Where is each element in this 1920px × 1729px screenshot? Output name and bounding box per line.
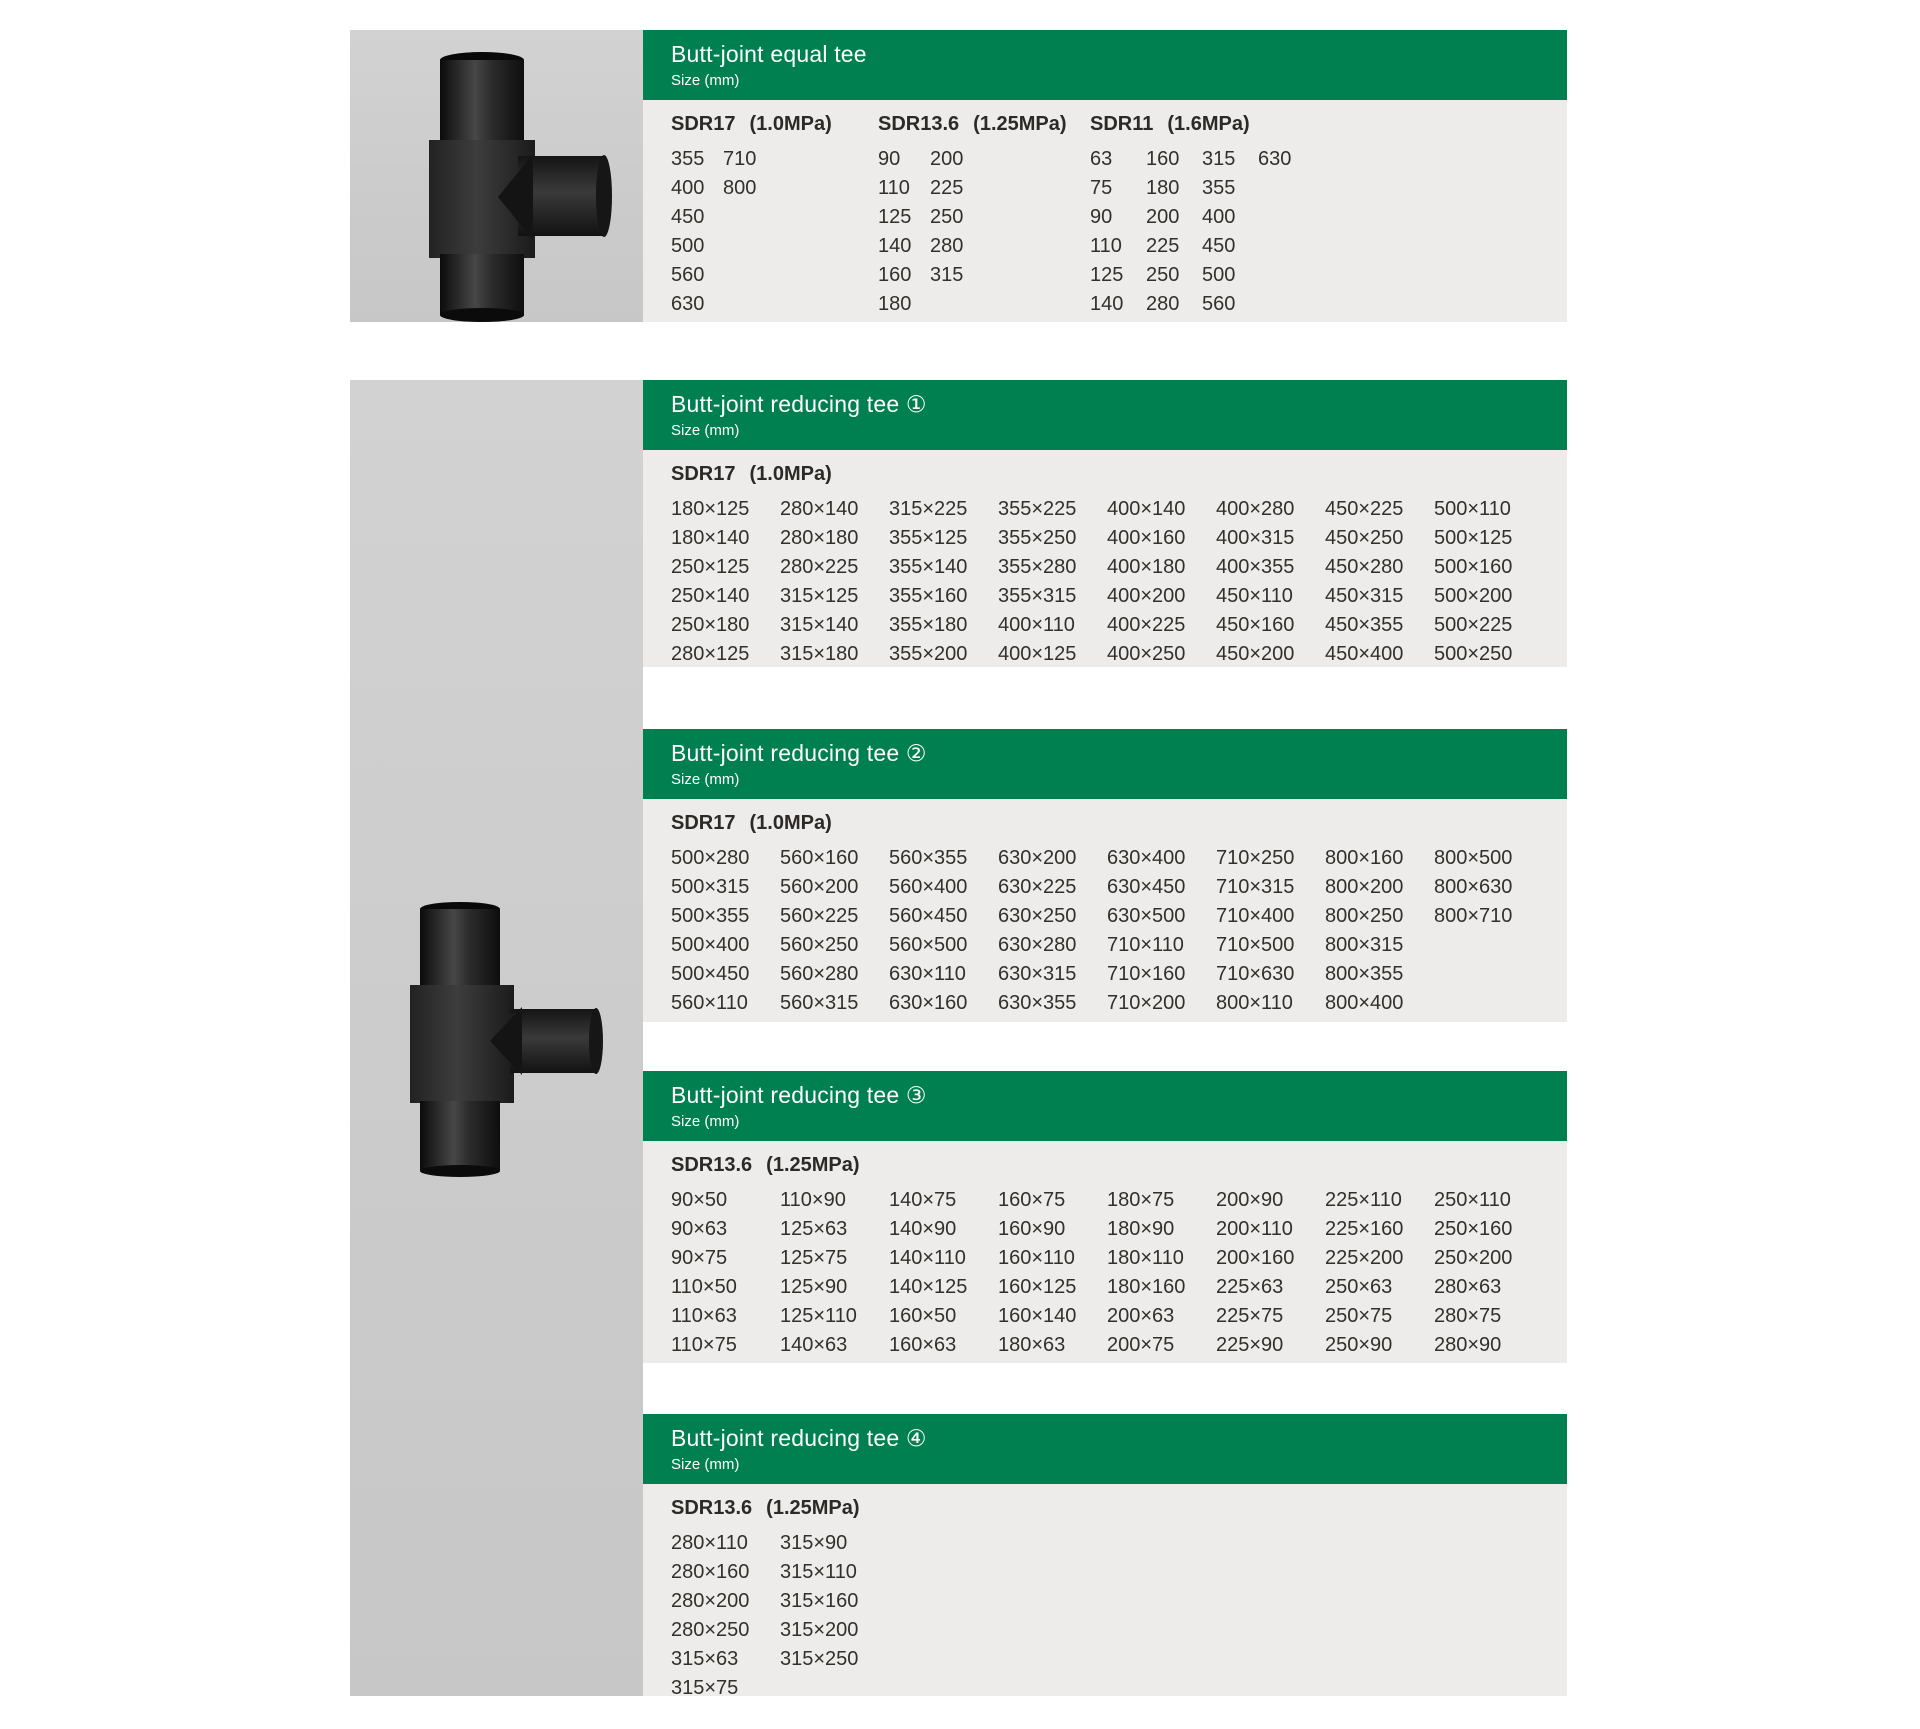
size-cell: 560 <box>671 264 705 286</box>
size-cell: 400×225 <box>1107 614 1186 636</box>
size-cell: 315×200 <box>780 1619 859 1641</box>
size-cell: 160×50 <box>889 1305 957 1327</box>
size-cell: 250 <box>1146 264 1180 286</box>
sdr-group-header <box>671 1154 1567 1176</box>
size-grid <box>671 148 878 315</box>
size-cell: 355×250 <box>998 527 1077 549</box>
sdr-label: SDR11 <box>1090 113 1154 135</box>
size-cell: 450×225 <box>1325 498 1404 520</box>
size-cell: 630×280 <box>998 934 1077 956</box>
size-cell: 250×110 <box>1434 1189 1511 1211</box>
size-cell: 280×63 <box>1434 1276 1502 1298</box>
size-cell: 250×140 <box>671 585 750 607</box>
size-cell: 250×90 <box>1325 1334 1393 1356</box>
size-cell: 630 <box>1258 148 1292 170</box>
size-cell: 630×200 <box>998 847 1077 869</box>
size-cell: 500×280 <box>671 847 750 869</box>
size-cell: 355×125 <box>889 527 968 549</box>
size-cell: 280×125 <box>671 643 750 665</box>
size-cell: 560×110 <box>671 992 748 1014</box>
size-cell: 500×250 <box>1434 643 1513 665</box>
size-cell: 110×90 <box>780 1189 846 1211</box>
sdr-label: SDR13.6 <box>878 113 960 135</box>
sdr-group-header <box>878 113 1090 135</box>
section-subtitle: Size (mm) <box>671 1456 740 1473</box>
size-cell: 450×355 <box>1325 614 1404 636</box>
size-cell <box>1434 934 1543 956</box>
size-cell: 355×280 <box>998 556 1077 578</box>
size-cell: 200×90 <box>1216 1189 1284 1211</box>
size-cell: 250×75 <box>1325 1305 1393 1327</box>
reducing-tee-4-section <box>643 1414 1567 1699</box>
equal-tee-table <box>643 100 1567 322</box>
size-cell: 400×160 <box>1107 527 1186 549</box>
size-cell: 355×180 <box>889 614 968 636</box>
size-cell: 160 <box>878 264 912 286</box>
size-cell: 800×400 <box>1325 992 1404 1014</box>
size-cell: 200 <box>1146 206 1180 228</box>
size-cell: 160×110 <box>998 1247 1075 1269</box>
size-cell: 560×160 <box>780 847 859 869</box>
size-cell: 160×140 <box>998 1305 1077 1327</box>
size-cell: 200×160 <box>1216 1247 1295 1269</box>
size-cell: 225 <box>930 177 964 199</box>
size-cell: 280×225 <box>780 556 859 578</box>
size-cell: 800 <box>723 177 757 199</box>
size-cell: 400×125 <box>998 643 1077 665</box>
size-cell: 500×125 <box>1434 527 1513 549</box>
size-cell: 630×450 <box>1107 876 1186 898</box>
section-title: Butt-joint reducing tee ① <box>671 391 927 417</box>
size-cell: 180×140 <box>671 527 750 549</box>
size-cell: 200×110 <box>1216 1218 1293 1240</box>
reducing-tee-3-header <box>643 1071 1567 1141</box>
size-cell: 500×110 <box>1434 498 1511 520</box>
size-cell <box>1258 264 1314 286</box>
size-cell: 280×200 <box>671 1590 750 1612</box>
size-cell: 180×90 <box>1107 1218 1175 1240</box>
size-cell: 140 <box>878 235 912 257</box>
size-cell: 225×200 <box>1325 1247 1404 1269</box>
size-cell: 800×355 <box>1325 963 1404 985</box>
size-cell: 110×75 <box>671 1334 737 1356</box>
size-cell: 560×280 <box>780 963 859 985</box>
size-cell: 800×710 <box>1434 905 1513 927</box>
size-cell: 250×160 <box>1434 1218 1513 1240</box>
size-cell: 250 <box>930 206 964 228</box>
size-cell: 110 <box>1090 235 1122 257</box>
size-cell: 500×355 <box>671 905 750 927</box>
size-cell: 400 <box>671 177 705 199</box>
size-cell: 125×63 <box>780 1218 848 1240</box>
size-cell: 90×63 <box>671 1218 728 1240</box>
size-cell: 450×110 <box>1216 585 1293 607</box>
size-cell: 180 <box>1146 177 1180 199</box>
size-cell: 280×75 <box>1434 1305 1502 1327</box>
size-cell: 800×160 <box>1325 847 1404 869</box>
size-cell: 355 <box>671 148 705 170</box>
sdr-group-header <box>671 463 1567 485</box>
sdr-group-header <box>671 812 1567 834</box>
sdr-groups <box>671 113 1567 315</box>
size-cell: 180×125 <box>671 498 750 520</box>
size-cell: 280×140 <box>780 498 859 520</box>
size-cell: 560×225 <box>780 905 859 927</box>
size-cell: 400×180 <box>1107 556 1186 578</box>
size-grid <box>671 847 1567 1014</box>
sdr-group-header <box>671 113 878 135</box>
section-subtitle: Size (mm) <box>671 72 740 89</box>
size-cell: 560×250 <box>780 934 859 956</box>
size-cell: 355×140 <box>889 556 968 578</box>
size-cell: 560×355 <box>889 847 968 869</box>
size-cell: 140×63 <box>780 1334 848 1356</box>
size-cell: 225×63 <box>1216 1276 1284 1298</box>
size-cell: 160×90 <box>998 1218 1066 1240</box>
size-cell <box>1434 963 1543 985</box>
size-cell: 125×90 <box>780 1276 848 1298</box>
size-cell: 110×50 <box>671 1276 737 1298</box>
size-cell <box>723 235 775 257</box>
size-cell: 500 <box>1202 264 1236 286</box>
size-cell: 225×75 <box>1216 1305 1284 1327</box>
size-cell: 315×160 <box>780 1590 859 1612</box>
size-cell: 315×90 <box>780 1532 848 1554</box>
section-title: Butt-joint equal tee <box>671 41 867 67</box>
size-cell: 355×200 <box>889 643 968 665</box>
size-cell: 225 <box>1146 235 1180 257</box>
size-cell: 140×125 <box>889 1276 968 1298</box>
size-cell: 560×400 <box>889 876 968 898</box>
size-cell: 450×250 <box>1325 527 1404 549</box>
size-grid <box>671 498 1567 665</box>
size-cell: 400×110 <box>998 614 1075 636</box>
size-cell: 560×500 <box>889 934 968 956</box>
size-cell: 280 <box>1146 293 1180 315</box>
size-cell: 630×110 <box>889 963 966 985</box>
size-cell: 280×250 <box>671 1619 750 1641</box>
size-cell: 315×110 <box>780 1561 857 1583</box>
size-cell: 90×50 <box>671 1189 728 1211</box>
size-cell: 710×400 <box>1216 905 1295 927</box>
size-cell: 225×160 <box>1325 1218 1404 1240</box>
size-cell: 630×400 <box>1107 847 1186 869</box>
size-cell <box>1258 235 1314 257</box>
size-cell: 125 <box>878 206 912 228</box>
size-grid <box>671 1189 1567 1356</box>
size-cell <box>1258 177 1314 199</box>
sdr-group-header <box>671 1497 1567 1519</box>
sdr-label: SDR13.6 <box>671 1497 753 1519</box>
size-cell: 400×355 <box>1216 556 1295 578</box>
pressure-label: (1.25MPa) <box>766 1154 860 1176</box>
size-cell: 800×250 <box>1325 905 1404 927</box>
pressure-label: (1.25MPa) <box>973 113 1067 135</box>
size-cell: 355 <box>1202 177 1236 199</box>
size-cell: 560 <box>1202 293 1236 315</box>
size-cell <box>1434 992 1543 1014</box>
size-cell: 355×160 <box>889 585 968 607</box>
size-cell: 250×125 <box>671 556 750 578</box>
size-cell: 560×315 <box>780 992 859 1014</box>
size-cell: 110 <box>878 177 910 199</box>
size-cell: 63 <box>1090 148 1113 170</box>
sdr-label: SDR17 <box>671 463 736 485</box>
size-cell: 125×110 <box>780 1305 857 1327</box>
size-cell: 450×315 <box>1325 585 1404 607</box>
size-cell: 500×200 <box>1434 585 1513 607</box>
reducing-tee-1-table <box>643 450 1567 667</box>
size-cell: 180×160 <box>1107 1276 1186 1298</box>
size-cell: 140×110 <box>889 1247 966 1269</box>
size-cell: 450 <box>1202 235 1236 257</box>
size-cell <box>930 293 982 315</box>
size-cell: 630×315 <box>998 963 1077 985</box>
section-subtitle: Size (mm) <box>671 422 740 439</box>
size-cell: 125×75 <box>780 1247 848 1269</box>
size-cell: 280×110 <box>671 1532 748 1554</box>
size-cell: 140×90 <box>889 1218 957 1240</box>
size-cell: 800×315 <box>1325 934 1404 956</box>
size-cell: 630×250 <box>998 905 1077 927</box>
reducing-tee-1-header <box>643 380 1567 450</box>
size-cell: 710×200 <box>1107 992 1186 1014</box>
size-cell: 315×75 <box>671 1677 739 1699</box>
reducing-tee-photo <box>350 380 643 1696</box>
equal-tee-photo <box>350 30 643 322</box>
size-cell: 160×75 <box>998 1189 1066 1211</box>
size-cell <box>723 293 775 315</box>
size-cell: 90×75 <box>671 1247 728 1269</box>
size-cell: 160×63 <box>889 1334 957 1356</box>
size-cell: 315 <box>1202 148 1236 170</box>
reducing-tee-2-table <box>643 799 1567 1022</box>
section-title: Butt-joint reducing tee ③ <box>671 1082 927 1108</box>
size-cell: 280×90 <box>1434 1334 1502 1356</box>
pressure-label: (1.0MPa) <box>749 812 832 834</box>
size-cell: 630 <box>671 293 705 315</box>
section-title: Butt-joint reducing tee ④ <box>671 1425 927 1451</box>
size-cell: 75 <box>1090 177 1113 199</box>
size-cell: 315×250 <box>780 1648 859 1670</box>
size-cell: 710×500 <box>1216 934 1295 956</box>
size-cell: 180 <box>878 293 912 315</box>
size-cell: 250×180 <box>671 614 750 636</box>
size-cell: 710×250 <box>1216 847 1295 869</box>
size-cell: 400×315 <box>1216 527 1295 549</box>
sdr17-group <box>671 113 878 315</box>
section-subtitle: Size (mm) <box>671 1113 740 1130</box>
reducing-tee-3-table <box>643 1141 1567 1363</box>
size-cell: 500×225 <box>1434 614 1513 636</box>
size-cell: 710×160 <box>1107 963 1186 985</box>
sdr13-6-group <box>878 113 1090 315</box>
size-cell: 200×63 <box>1107 1305 1175 1327</box>
size-cell: 450×200 <box>1216 643 1295 665</box>
size-cell: 800×200 <box>1325 876 1404 898</box>
size-cell: 225×110 <box>1325 1189 1402 1211</box>
size-cell: 500 <box>671 235 705 257</box>
size-cell: 400×250 <box>1107 643 1186 665</box>
size-cell: 450×280 <box>1325 556 1404 578</box>
equal-tee-section <box>643 30 1567 322</box>
size-cell: 90 <box>1090 206 1113 228</box>
size-cell: 500×450 <box>671 963 750 985</box>
size-cell <box>723 264 775 286</box>
sdr11-group <box>1090 113 1567 315</box>
reducing-tee-4-header <box>643 1414 1567 1484</box>
pressure-label: (1.0MPa) <box>749 113 832 135</box>
reducing-tee-3-section <box>643 1071 1567 1363</box>
size-cell: 400×140 <box>1107 498 1186 520</box>
size-cell: 500×400 <box>671 934 750 956</box>
size-cell: 400 <box>1202 206 1236 228</box>
size-cell: 500×315 <box>671 876 750 898</box>
size-cell: 630×500 <box>1107 905 1186 927</box>
size-cell: 140×75 <box>889 1189 957 1211</box>
section-title: Butt-joint reducing tee ② <box>671 740 927 766</box>
size-cell <box>1258 206 1314 228</box>
size-cell: 630×225 <box>998 876 1077 898</box>
sdr-label: SDR13.6 <box>671 1154 753 1176</box>
pressure-label: (1.6MPa) <box>1167 113 1250 135</box>
sdr-group-header <box>1090 113 1567 135</box>
size-cell: 90 <box>878 148 901 170</box>
equal-tee-illustration <box>350 30 643 322</box>
size-grid <box>1090 148 1567 315</box>
size-cell: 160 <box>1146 148 1180 170</box>
size-cell: 560×200 <box>780 876 859 898</box>
pressure-label: (1.0MPa) <box>749 463 832 485</box>
size-grid <box>878 148 1090 315</box>
size-cell: 355×225 <box>998 498 1077 520</box>
size-cell: 710×315 <box>1216 876 1295 898</box>
size-cell: 315×63 <box>671 1648 739 1670</box>
sdr-label: SDR17 <box>671 812 736 834</box>
size-cell: 450×160 <box>1216 614 1295 636</box>
size-cell: 200 <box>930 148 964 170</box>
sdr-label: SDR17 <box>671 113 736 135</box>
size-cell: 560×450 <box>889 905 968 927</box>
size-cell: 400×200 <box>1107 585 1186 607</box>
reducing-tee-2-section <box>643 729 1567 1022</box>
size-cell: 280×160 <box>671 1561 750 1583</box>
equal-tee-header <box>643 30 1567 100</box>
size-cell: 450×400 <box>1325 643 1404 665</box>
size-cell: 400×280 <box>1216 498 1295 520</box>
size-cell: 315×180 <box>780 643 859 665</box>
size-cell: 225×90 <box>1216 1334 1284 1356</box>
size-cell <box>723 206 775 228</box>
size-cell: 630×160 <box>889 992 968 1014</box>
size-cell: 315 <box>930 264 964 286</box>
size-cell: 630×355 <box>998 992 1077 1014</box>
size-cell: 280×180 <box>780 527 859 549</box>
reducing-tee-illustration <box>350 380 643 1696</box>
pressure-label: (1.25MPa) <box>766 1497 860 1519</box>
size-cell: 710 <box>723 148 757 170</box>
size-cell: 280 <box>930 235 964 257</box>
size-cell: 250×200 <box>1434 1247 1513 1269</box>
section-subtitle: Size (mm) <box>671 771 740 788</box>
size-cell: 500×160 <box>1434 556 1513 578</box>
size-cell: 110×63 <box>671 1305 737 1327</box>
size-cell: 800×110 <box>1216 992 1293 1014</box>
reducing-tee-2-header <box>643 729 1567 799</box>
size-cell: 250×63 <box>1325 1276 1393 1298</box>
size-cell: 200×75 <box>1107 1334 1175 1356</box>
size-cell: 180×63 <box>998 1334 1066 1356</box>
size-cell: 180×110 <box>1107 1247 1184 1269</box>
size-cell: 800×500 <box>1434 847 1513 869</box>
size-cell: 125 <box>1090 264 1124 286</box>
size-cell <box>780 1677 889 1699</box>
size-cell: 355×315 <box>998 585 1077 607</box>
size-cell: 800×630 <box>1434 876 1513 898</box>
size-cell: 710×110 <box>1107 934 1184 956</box>
size-cell: 315×140 <box>780 614 859 636</box>
size-cell: 140 <box>1090 293 1124 315</box>
reducing-tee-4-table <box>643 1484 1567 1699</box>
size-cell: 315×125 <box>780 585 859 607</box>
size-cell: 180×75 <box>1107 1189 1175 1211</box>
size-cell: 160×125 <box>998 1276 1077 1298</box>
size-cell <box>1258 293 1314 315</box>
reducing-tee-1-section <box>643 380 1567 667</box>
size-cell: 315×225 <box>889 498 968 520</box>
size-grid <box>671 1532 1567 1699</box>
size-cell: 710×630 <box>1216 963 1295 985</box>
size-cell: 450 <box>671 206 705 228</box>
